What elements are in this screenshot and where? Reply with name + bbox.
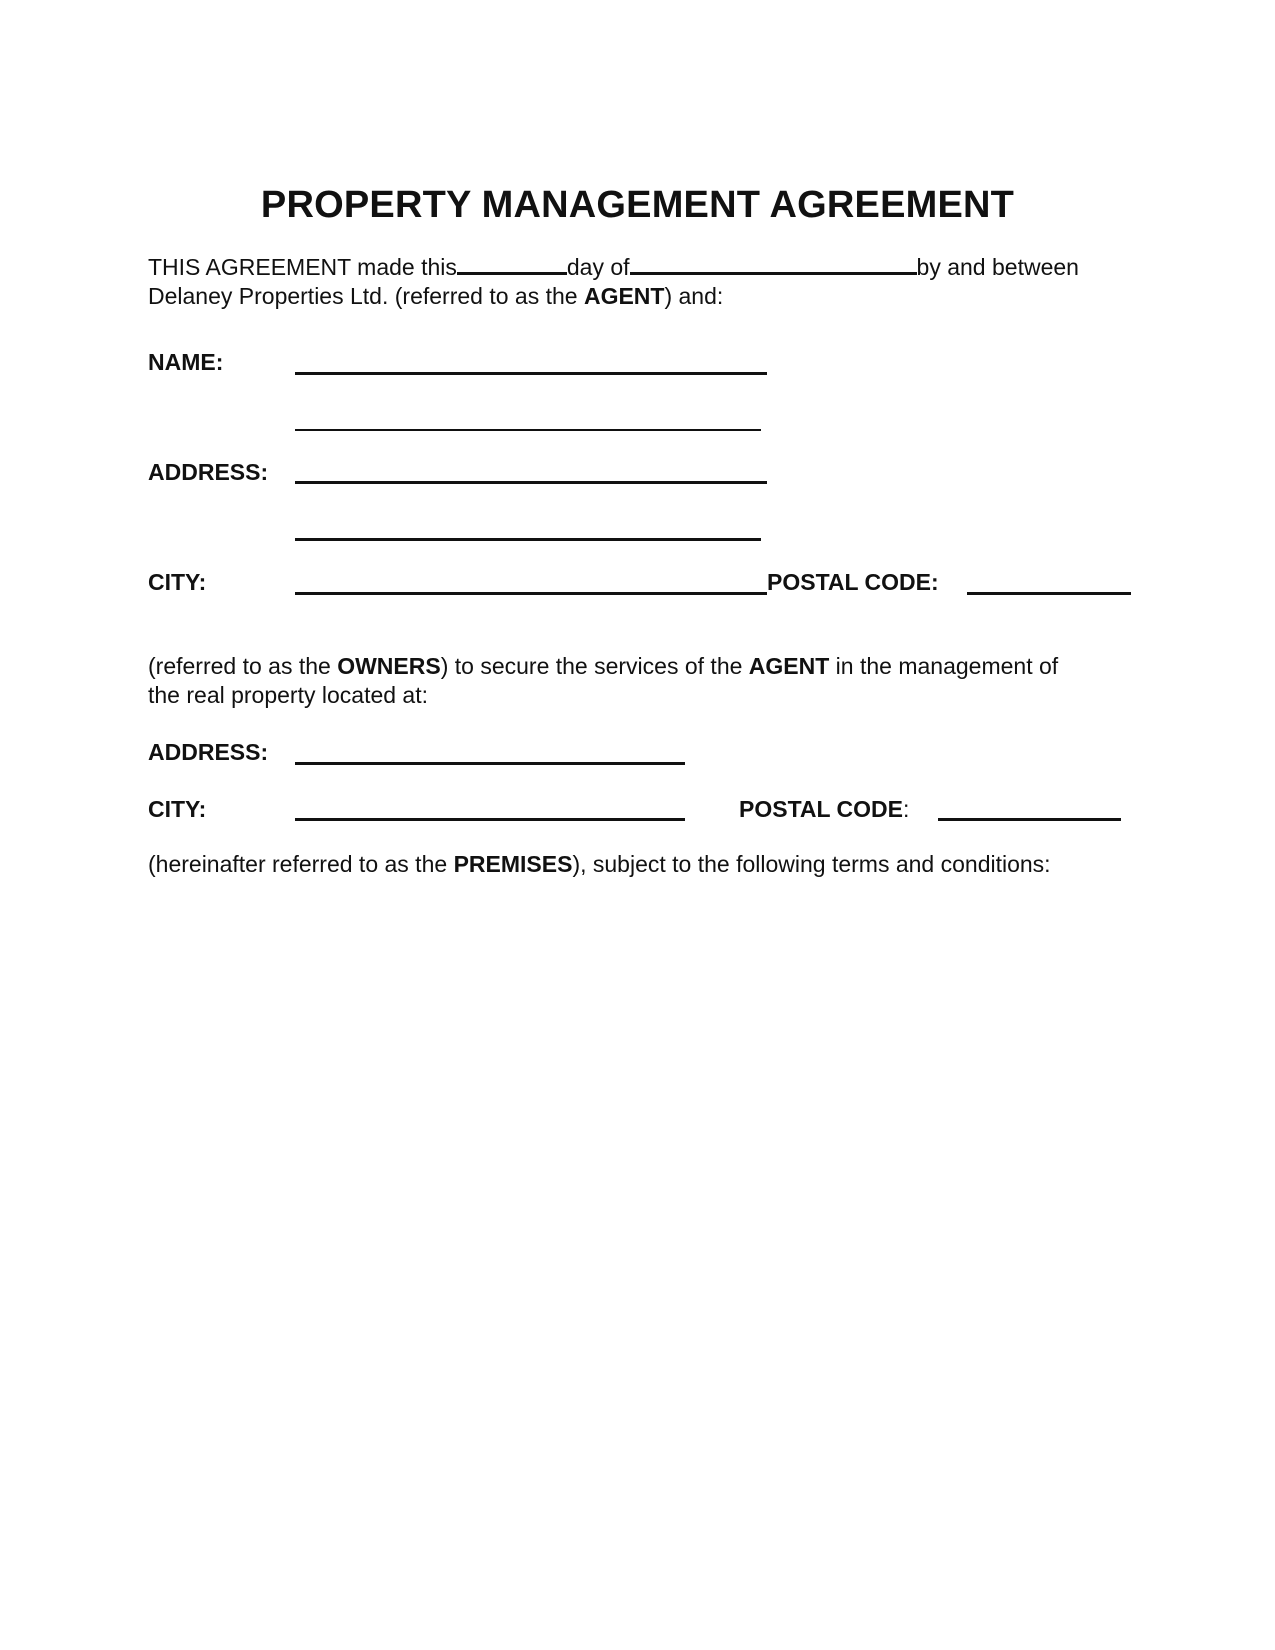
- name-line[interactable]: [295, 372, 767, 375]
- agent-term-2: AGENT: [748, 653, 830, 679]
- owners-text-3: in the management of: [829, 653, 1059, 679]
- premises-term: PREMISES: [453, 851, 573, 877]
- owners-line-1: [148, 652, 1058, 681]
- premises-line: [148, 850, 1051, 879]
- intro-line-1: [148, 253, 1079, 282]
- owners-text-1: (referred to as the: [148, 653, 338, 679]
- premises-address-label: ADDRESS:: [148, 739, 269, 765]
- premises-postal-code-text: POSTAL CODE: [739, 796, 903, 822]
- document-title: PROPERTY MANAGEMENT AGREEMENT: [260, 184, 1015, 226]
- premises-text-1: (hereinafter referred to as the: [148, 851, 454, 877]
- intro-line-2-end: ) and:: [664, 283, 724, 309]
- premises-address-line[interactable]: [295, 762, 685, 765]
- intro-text-2: day of: [566, 254, 630, 280]
- premises-postal-colon: :: [903, 796, 910, 822]
- premises-city-line[interactable]: [295, 818, 685, 821]
- address-line-2[interactable]: [295, 538, 761, 541]
- owners-text-2: ) to secure the services of the: [440, 653, 749, 679]
- premises-text-2: ), subject to the following terms and conditions:: [572, 851, 1051, 877]
- agent-term: AGENT: [583, 283, 665, 309]
- address-line[interactable]: [295, 481, 767, 484]
- owners-line-2: the real property located at:: [148, 682, 428, 708]
- intro-line-2: [148, 282, 723, 311]
- postal-code-line[interactable]: [967, 592, 1131, 595]
- address-label: ADDRESS:: [148, 459, 269, 485]
- month-blank[interactable]: [630, 254, 917, 275]
- premises-city-label: CITY:: [148, 796, 207, 822]
- owners-term: OWNERS: [337, 653, 441, 679]
- name-label: NAME:: [148, 349, 224, 375]
- intro-text-1: THIS AGREEMENT made this: [148, 254, 457, 280]
- name-line-2[interactable]: [295, 429, 761, 431]
- intro-line-2-text: Delaney Properties Ltd. (referred to as the: [148, 283, 584, 309]
- premises-postal-code-label: [739, 795, 909, 823]
- premises-postal-code-line[interactable]: [938, 818, 1121, 821]
- intro-text-3: by and between: [916, 254, 1079, 280]
- postal-code-label: POSTAL CODE:: [767, 569, 939, 595]
- day-blank[interactable]: [457, 254, 567, 275]
- city-line[interactable]: [295, 592, 767, 595]
- city-label: CITY:: [148, 569, 207, 595]
